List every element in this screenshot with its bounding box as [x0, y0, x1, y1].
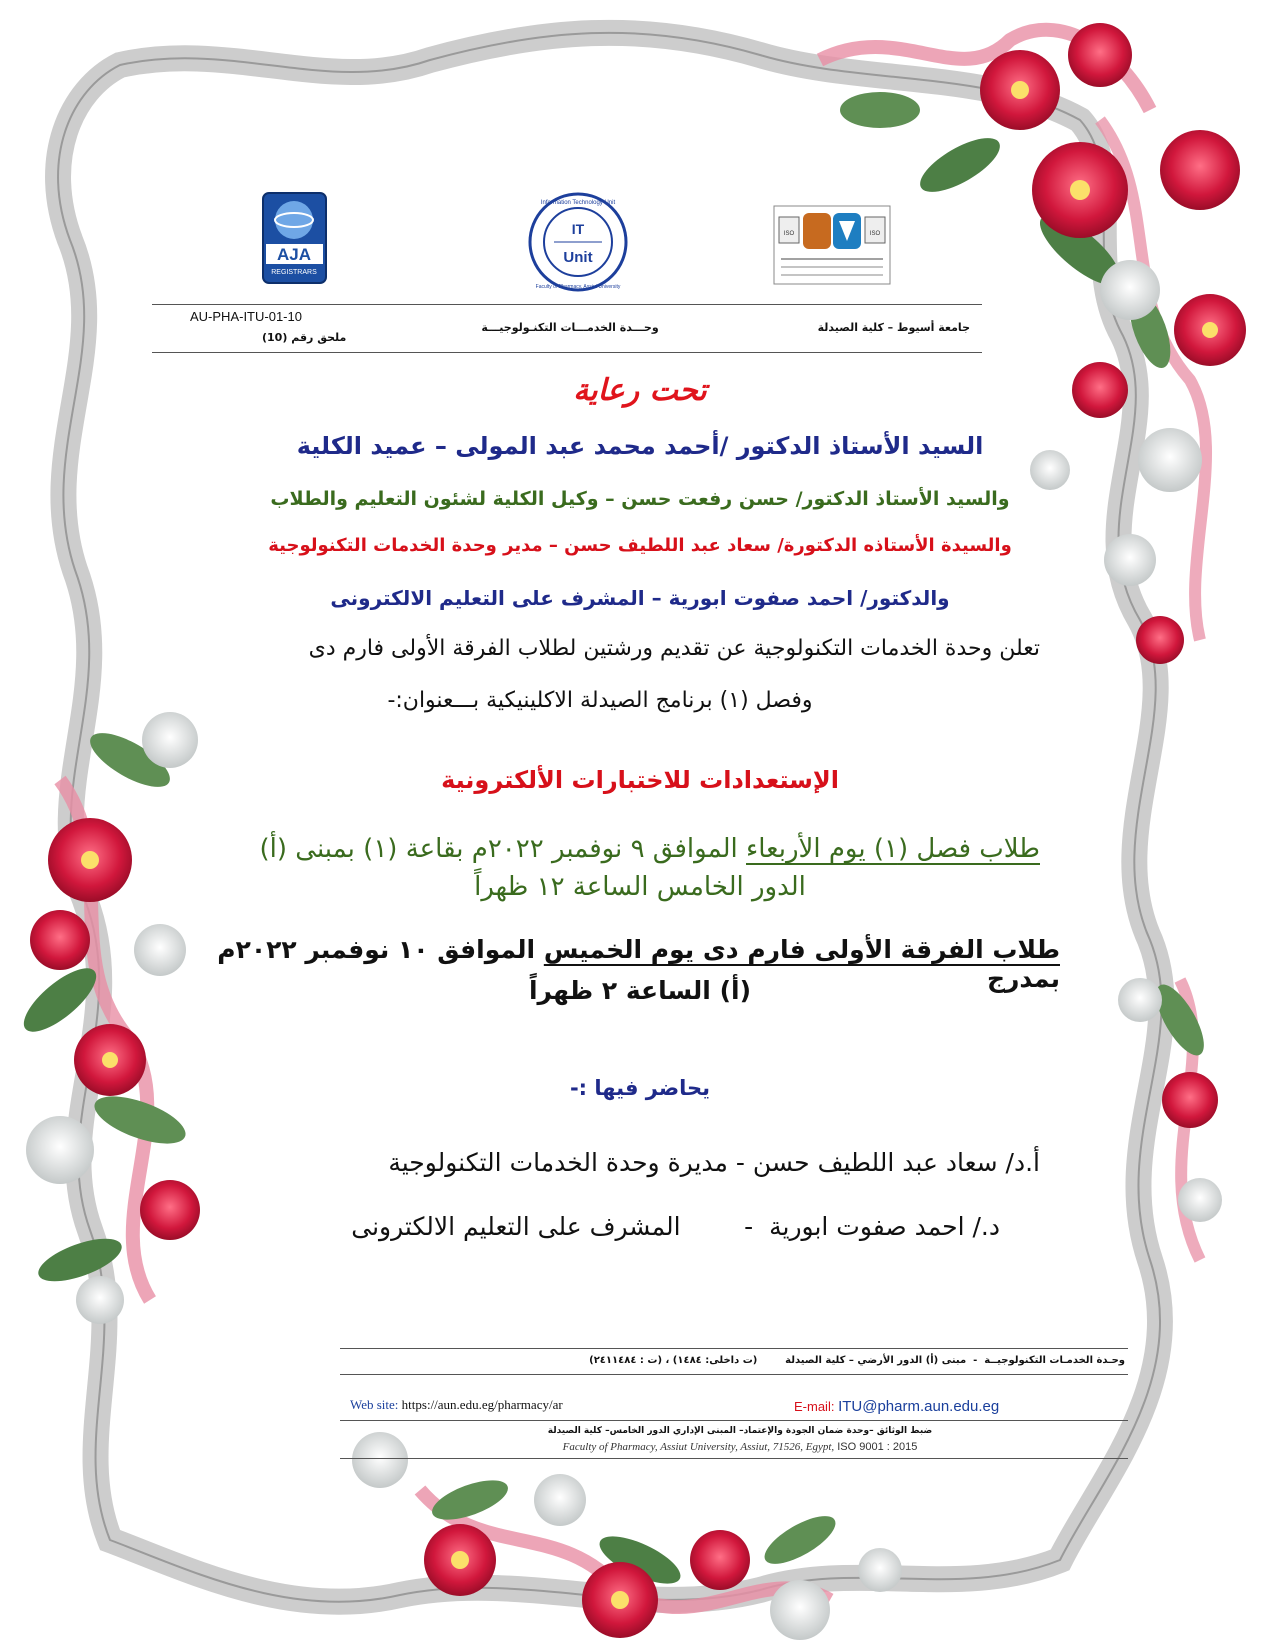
patronage-dean: السيد الأستاذ الدكتور /أحمد محمد عبد المولى – عميد الكلية: [296, 432, 984, 460]
aja-logo-subtext: REGISTRARS: [271, 269, 317, 276]
email-link[interactable]: ITU@pharm.aun.edu.eg: [838, 1398, 1000, 1415]
session-1-line-2: الدور الخامس الساعة ١٢ ظهراً: [474, 872, 806, 902]
header-university: جامعة أسيوط – كلية الصيدلة: [817, 321, 970, 334]
itu-logo: [528, 192, 628, 292]
footer-email: [794, 1398, 999, 1415]
patronage-elearning-supervisor: والدكتور/ احمد صفوت ابورية – المشرف على التعليم الالكترونى: [330, 586, 950, 610]
footer-address: وحـدة الخدمـات التكنولوجيــة - مبنى (أ) الدور الأرضي – كلية الصيدلة (ت داخلى: ١٤٨٤) ، (ت : ٢٤١١٤٨٤): [589, 1355, 1125, 1366]
email-label: E-mail:: [794, 1399, 839, 1414]
patronage-unit-director: والسيدة الأستاذه الدكتورة/ سعاد عبد اللطيف حسن – مدير وحدة الخدمات التكنولوجية: [268, 535, 1012, 556]
footer-rule-4: [340, 1458, 1128, 1459]
header-rule-top: [152, 304, 982, 305]
session-1-details: الموافق ٩ نوفمبر ٢٠٢٢م بقاعة (١) بمبنى (أ): [259, 834, 747, 864]
annex-number: ملحق رقم (10): [262, 331, 347, 344]
footer-website: [350, 1397, 563, 1413]
website-link[interactable]: https://aun.edu.eg/pharmacy/ar: [401, 1397, 563, 1412]
session-2-details: الموافق ١٠ نوفمبر ٢٠٢٢م بمدرج: [217, 935, 1060, 993]
itu-logo-ring-bottom: Faculty of Pharmacy, Assiut University: [535, 284, 621, 290]
lecturer-1: أ.د/ سعاد عبد اللطيف حسن - مديرة وحدة الخدمات التكنولوجية: [388, 1148, 1040, 1177]
aja-logo: [262, 192, 327, 284]
itu-logo-top: IT: [571, 221, 585, 237]
itu-logo-ring-text: Information Technology Unit: [540, 200, 616, 206]
footer-rule-3: [340, 1420, 1128, 1421]
footer-rule-1: [340, 1348, 1128, 1349]
announcement-line-2: وفصل (١) برنامج الصيدلة الاكلينيكية بـــعنوان:-: [387, 688, 813, 713]
announcement-line-1: تعلن وحدة الخدمات التكنولوجية عن تقديم ورشتين لطلاب الفرقة الأولى فارم دى: [308, 636, 1040, 661]
session-1-day: طلاب فصل (١) يوم الأربعاء: [746, 834, 1040, 864]
header-rule-bottom: [152, 352, 982, 353]
flower-cluster-bottom: [352, 1432, 902, 1640]
session-2-line-2: (أ) الساعة ٢ ظهراً: [528, 976, 751, 1005]
website-label: Web site:: [350, 1397, 402, 1412]
flower-cluster-top-right: [820, 23, 1246, 664]
lecturer-2: د./ احمد صفوت ابورية - المشرف على التعليم الالكترونى: [351, 1212, 1000, 1241]
session-2-day: طلاب الفرقة الأولى فارم دى يوم الخميس: [543, 935, 1060, 964]
faculty-logo-iso-left: ISO: [783, 231, 795, 237]
patronage-title: تحت رعاية: [573, 373, 707, 408]
lecturers-heading: يحاضر فيها :-: [569, 1076, 711, 1100]
footer-doc-control: ضبط الوثائق –وحدة ضمان الجودة والإعتماد– المبنى الإداري الدور الخامس– كلية الصيدلة: [547, 1426, 933, 1436]
footer-faculty-address: [380, 1441, 1100, 1453]
aja-logo-text: AJA: [276, 245, 312, 264]
faculty-logo: [773, 205, 891, 285]
itu-logo-bottom: Unit: [563, 249, 593, 266]
form-code: AU-PHA-ITU-01-10: [190, 309, 302, 324]
workshop-title: الإستعدادات للاختبارات الألكترونية: [441, 766, 839, 794]
patronage-vice-dean: والسيد الأستاذ الدكتور/ حسن رفعت حسن – وكيل الكلية لشئون التعليم والطلاب: [270, 488, 1010, 510]
iso-standard: ISO 9001 : 2015: [834, 1441, 918, 1453]
footer-rule-2: [340, 1374, 1128, 1375]
faculty-address: Faculty of Pharmacy, Assiut University, Assiut, 71526, Egypt,: [562, 1441, 835, 1453]
header-unit: وحـــدة الخدمـــات التكنـولوجيـــة: [481, 321, 659, 334]
session-1-line-1: [160, 834, 1040, 864]
faculty-logo-iso-right: ISO: [869, 231, 881, 237]
